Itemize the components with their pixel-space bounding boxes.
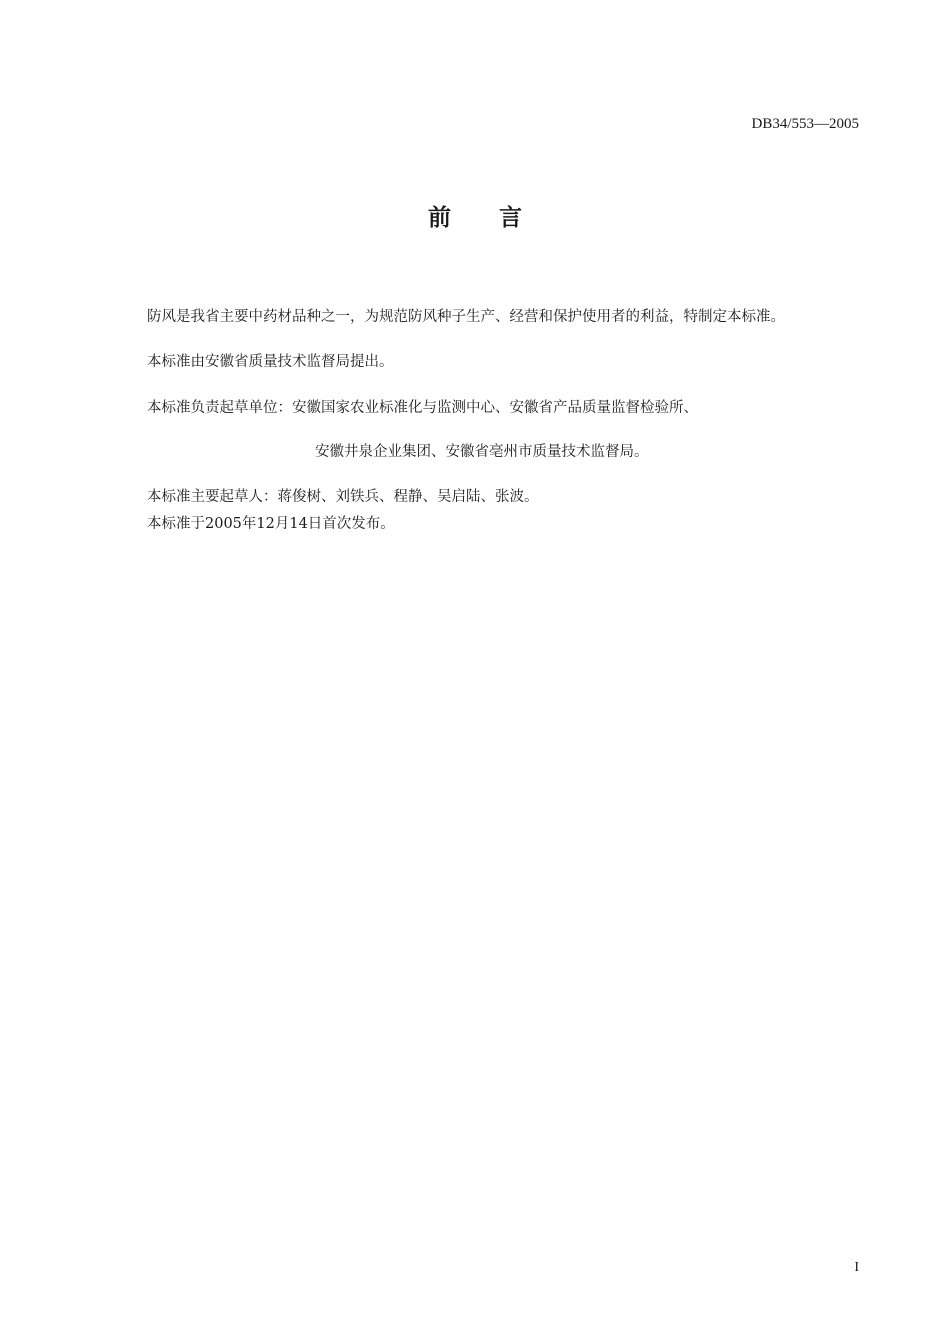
paragraph-drafting-units-continued: 安徽井泉企业集团、安徽省亳州市质量技术监督局。	[315, 444, 649, 460]
paragraph-proposer: 本标准由安徽省质量技术监督局提出。	[147, 354, 394, 370]
page-title	[0, 203, 950, 233]
paragraph-release-date: 本标准于2005年12月14日首次发布。	[147, 516, 395, 532]
document-code: DB34/553—2005	[751, 116, 859, 132]
page-number: I	[854, 1260, 859, 1275]
paragraph-drafters: 本标准主要起草人：蒋俊树、刘铁兵、程静、吴启陆、张波。	[147, 489, 539, 505]
title-char-2: 言	[499, 205, 522, 231]
paragraph-drafting-units: 本标准负责起草单位：安徽国家农业标准化与监测中心、安徽省产品质量监督检验所、	[147, 400, 698, 416]
paragraph-purpose: 防风是我省主要中药材品种之一，为规范防风种子生产、经营和保护使用者的利益，特制定本标准。	[147, 309, 785, 325]
title-char-1: 前	[428, 205, 451, 231]
